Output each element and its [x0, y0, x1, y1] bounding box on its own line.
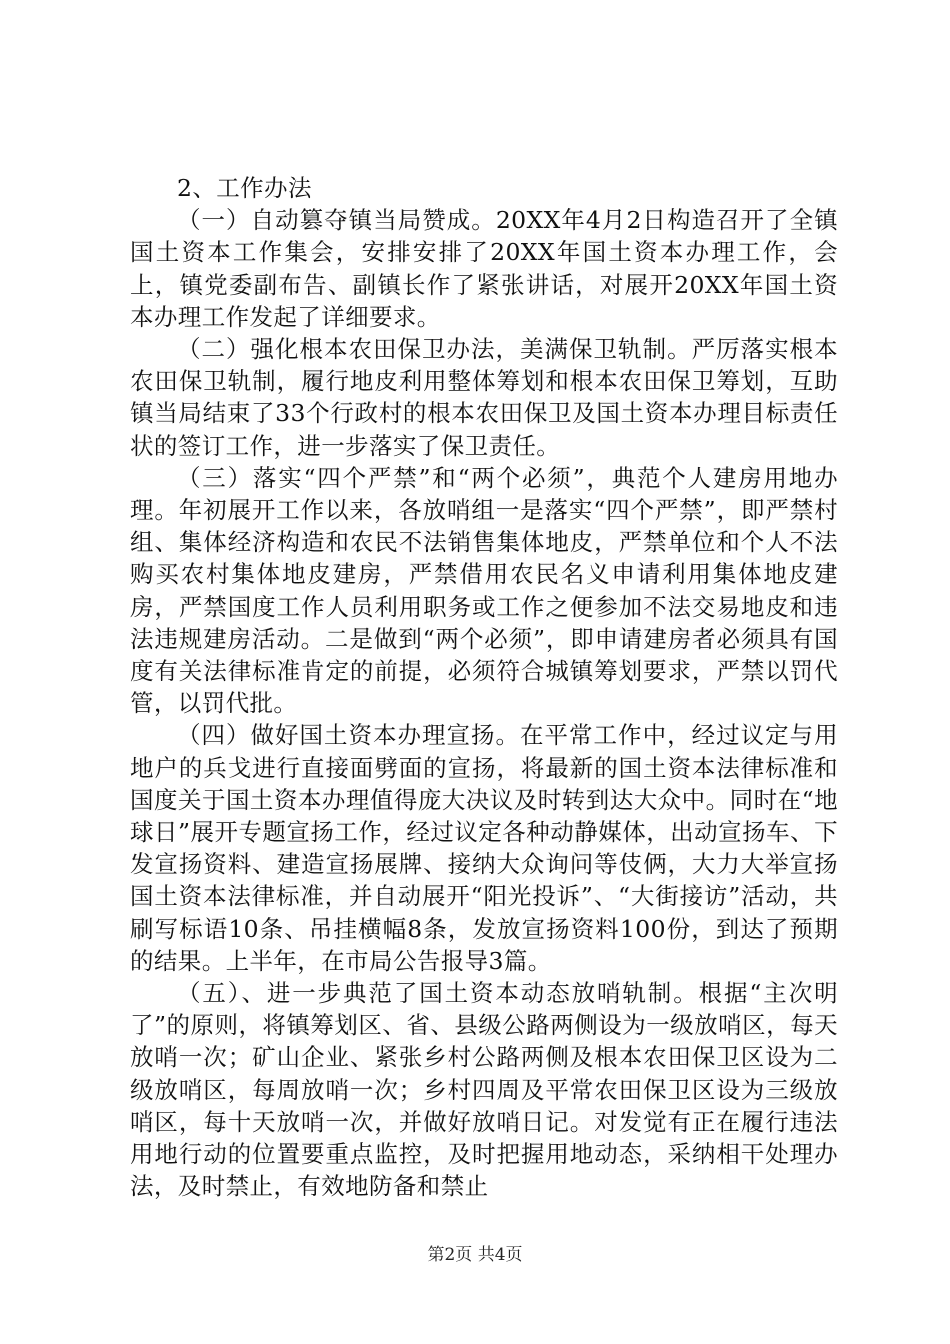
paragraph-2: （二）强化根本农田保卫办法，美满保卫轨制。严厉落实根本农田保卫轨制，履行地皮利用整体筹划和根本农田保卫筹划，互助镇当局结束了33个行政村的根本农田保卫及国土资本办理目标责任状的签订工作，进一步落实了保卫责任。 [130, 335, 838, 460]
paragraph-5: （五）、进一步典范了国土资本动态放哨轨制。根据“主次明了”的原则，将镇筹划区、省、县级公路两侧设为一级放哨区，每天放哨一次；矿山企业、紧张乡村公路两侧及根本农田保卫区设为二级放哨区，每周放哨一次；乡村四周及平常农田保卫区设为三级放哨区，每十天放哨一次，并做好放哨日记。对发觉有正在履行违法用地行动的位置要重点监控，及时把握用地动态，采纳相干处理办法，及时禁止，有效地防备和禁止 [130, 979, 838, 1201]
paragraph-4: （四）做好国土资本办理宣扬。在平常工作中，经过议定与用地户的兵戈进行直接面劈面的宣扬，将最新的国土资本法律标准和国度关于国土资本办理值得庞大决议及时转到达大众中。同时在“地球日”展开专题宣扬工作，经过议定各种动静媒体，出动宣扬车、下发宣扬资料、建造宣扬展牌、接纳大众询问等伎俩，大力大举宣扬国土资本法律标准，并自动展开“阳光投诉”、“大街接访”活动，共刷写标语10条、吊挂横幅8条，发放宣扬资料100份，到达了预期的结果。上半年，在市局公告报导3篇。 [130, 721, 838, 975]
section-heading: 2、工作办法 [177, 174, 312, 202]
page-footer: 第2页 共4页 [427, 1245, 523, 1265]
document-body [130, 172, 838, 1203]
paragraph-1: （一）自动篡夺镇当局赞成。20XX年4月2日构造召开了全镇国土资本工作集会，安排安排了20XX年国土资本办理工作，会上，镇党委副布告、副镇长作了紧张讲话，对展开20XX年国土资本办理工作发起了详细要求。 [130, 206, 838, 331]
paragraph-3: （三）落实“四个严禁”和“两个必须”，典范个人建房用地办理。年初展开工作以来，各放哨组一是落实“四个严禁”，即严禁村组、集体经济构造和农民不法销售集体地皮，严禁单位和个人不法购买农村集体地皮建房，严禁借用农民名义申请利用集体地皮建房，严禁国度工作人员利用职务或工作之便参加不法交易地皮和违法违规建房活动。二是做到“两个必须”，即申请建房者必须具有国度有关法律标准肯定的前提，必须符合城镇筹划要求，严禁以罚代管，以罚代批。 [130, 463, 838, 718]
